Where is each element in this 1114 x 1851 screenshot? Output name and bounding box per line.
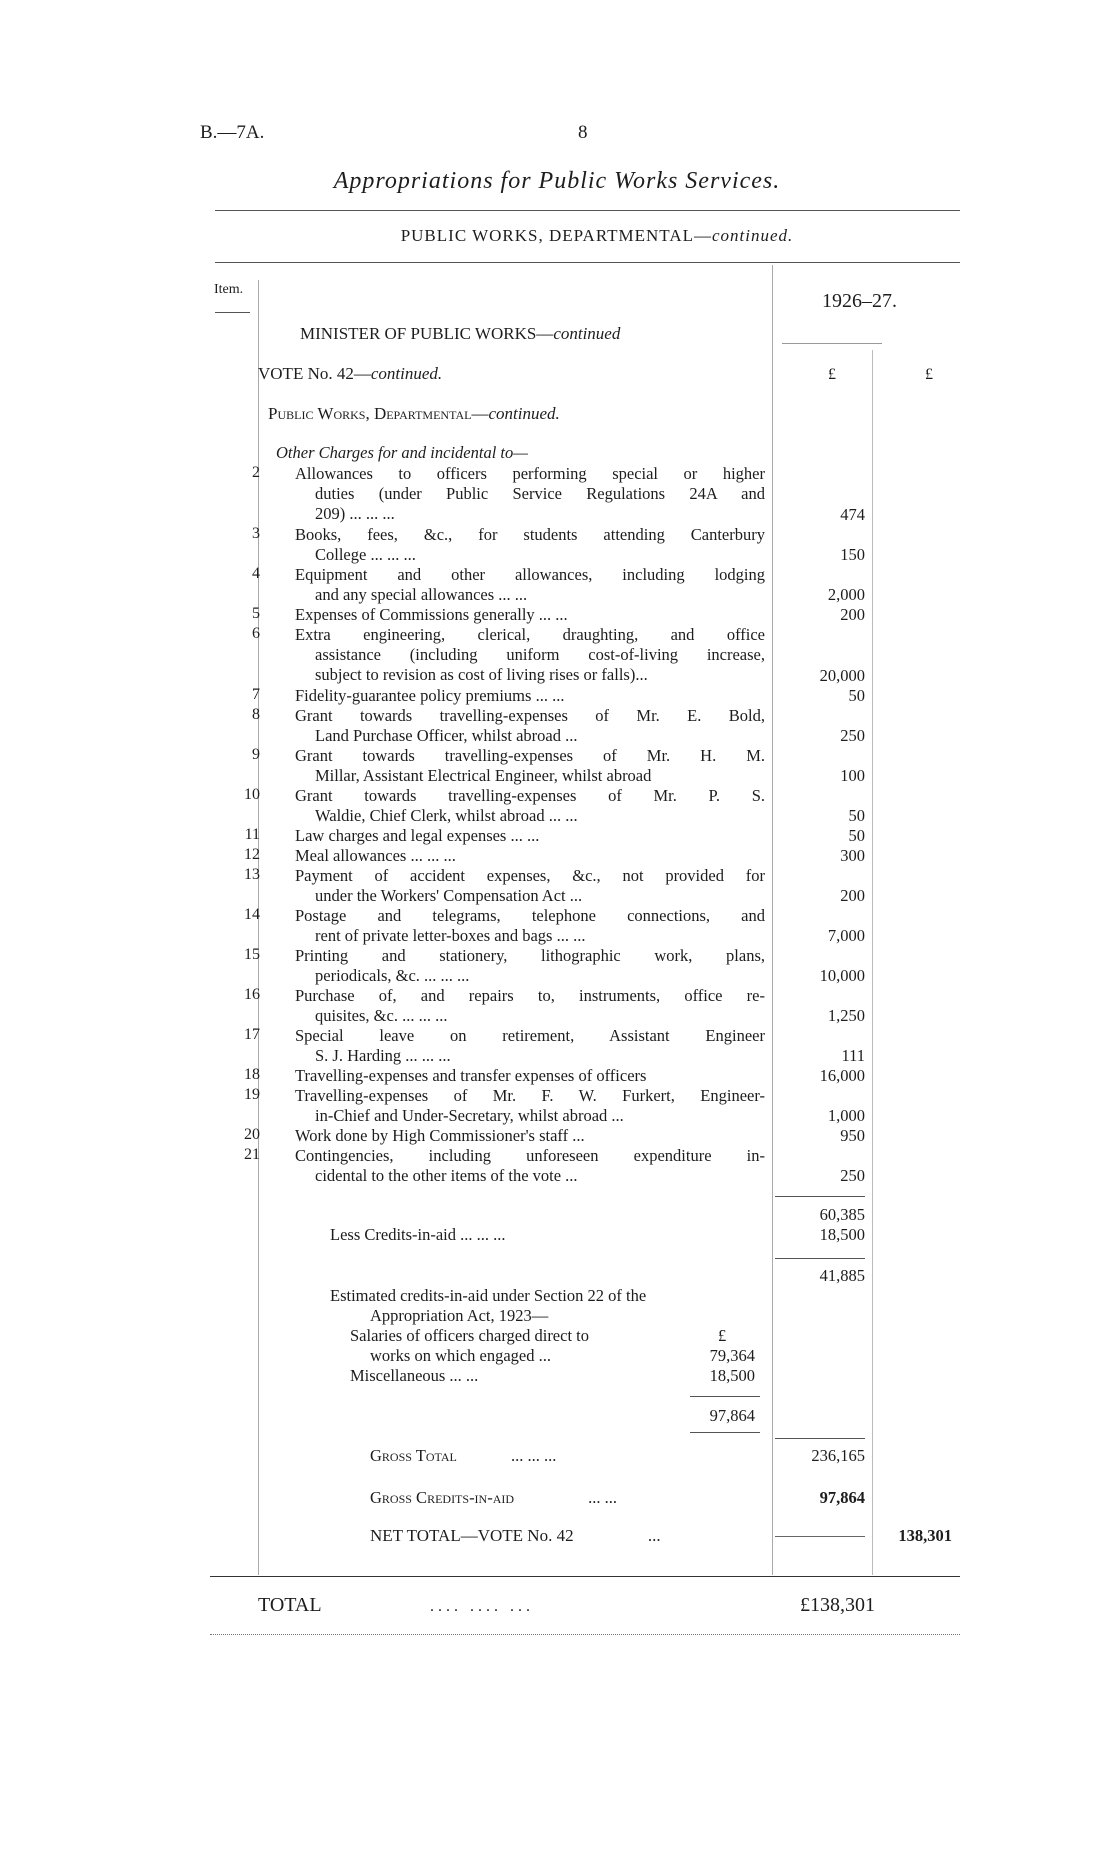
subtitle-main: PUBLIC WORKS, DEPARTMENTAL—: [400, 226, 712, 245]
item-description: [295, 1086, 765, 1126]
item-description: [295, 866, 765, 906]
item-description: [295, 565, 765, 605]
net-total-dots: ...: [647, 1526, 661, 1545]
item-description: [295, 786, 765, 826]
miscellaneous-label: Miscellaneous ... ...: [350, 1366, 479, 1385]
item-number: 6: [252, 625, 260, 642]
item-line: Millar, Assistant Electrical Engineer, whilst abroad: [315, 766, 652, 785]
item-amount: 50: [848, 686, 865, 705]
total-amount: £138,301: [800, 1594, 875, 1616]
item-line: S. J. Harding ... ... ...: [315, 1046, 451, 1065]
item-number: 18: [244, 1066, 260, 1083]
item-amount: 200: [840, 886, 865, 905]
document-code: B.—7A.: [200, 122, 265, 143]
gross-credits-label: Gross Credits-in-aid: [370, 1488, 515, 1507]
item-line: Grant towards travelling-expenses of Mr. E. Bold,: [295, 706, 765, 725]
item-description: [295, 686, 765, 706]
section-cont: continued.: [488, 404, 560, 423]
estimated-line-2: Appropriation Act, 1923—: [370, 1306, 549, 1325]
item-line: periodicals, &c. ... ... ...: [315, 966, 470, 985]
item-number: 2: [252, 464, 260, 481]
salaries-line-2: works on which engaged ...: [370, 1346, 552, 1365]
item-number: 19: [244, 1086, 260, 1103]
item-number: 16: [244, 986, 260, 1003]
item-description: [295, 906, 765, 946]
item-line: Contingencies, including unforeseen expenditure in-: [295, 1146, 765, 1165]
item-amount: 111: [841, 1046, 865, 1065]
item-line: Land Purchase Officer, whilst abroad ...: [315, 726, 578, 745]
item-number: 14: [244, 906, 260, 923]
item-line: Waldie, Chief Clerk, whilst abroad ... ...: [315, 806, 578, 825]
section-subtitle: [0, 226, 1114, 246]
item-line: Grant towards travelling-expenses of Mr. H. M.: [295, 746, 765, 765]
year-column-header: 1926–27.: [822, 290, 897, 312]
item-description: [295, 1066, 765, 1086]
item-number: 20: [244, 1126, 260, 1143]
miscellaneous-amount: 18,500: [709, 1366, 755, 1385]
gross-total-dots: ... ... ...: [511, 1446, 557, 1465]
total-column-rule: [872, 350, 873, 1575]
item-line: assistance (including uniform cost-of-living increase,: [315, 645, 765, 664]
total-label: TOTAL: [258, 1594, 322, 1616]
net-after-credits-amount: 41,885: [819, 1266, 865, 1285]
less-credits-amount: 18,500: [819, 1225, 865, 1244]
item-number: 7: [252, 686, 260, 703]
item-number: 11: [244, 826, 260, 843]
less-credits-label: Less Credits-in-aid ... ... ...: [330, 1225, 506, 1244]
item-number: 5: [252, 605, 260, 622]
item-line: Allowances to officers performing special or higher: [295, 464, 765, 483]
item-description: [295, 746, 765, 786]
pound-sign-1: £: [828, 366, 836, 383]
item-amount: 150: [840, 545, 865, 564]
subtitle-cont: continued.: [712, 226, 794, 245]
item-number: 13: [244, 866, 260, 883]
item-amount: 100: [840, 766, 865, 785]
item-description: [295, 846, 765, 866]
item-line: Special leave on retirement, Assistant Engineer: [295, 1026, 765, 1045]
net-after-credits-rule: [775, 1258, 865, 1259]
item-number: 3: [252, 525, 260, 542]
item-description: [295, 1126, 765, 1146]
item-line: Law charges and legal expenses ... ...: [295, 826, 540, 845]
item-line: rent of private letter-boxes and bags ... ...: [315, 926, 586, 945]
gross-credits-amount: 97,864: [819, 1488, 865, 1507]
estimated-total-underline: [690, 1432, 760, 1433]
item-line: Extra engineering, clerical, draughting, and office: [295, 625, 765, 644]
net-total-row: [370, 1526, 661, 1546]
item-description: [295, 605, 765, 625]
page-number: 8: [578, 122, 588, 143]
item-line: Fidelity-guarantee policy premiums ... ...: [295, 686, 565, 705]
item-number: 17: [244, 1026, 260, 1043]
net-total-amount: 138,301: [898, 1526, 952, 1545]
amount-column-rule: [772, 265, 773, 1575]
other-charges-heading: Other Charges for and incidental to—: [276, 443, 528, 462]
item-column-header: Item.: [214, 282, 244, 297]
item-line: subject to revision as cost of living rises or falls)...: [315, 665, 648, 684]
minister-main: MINISTER OF PUBLIC WORKS—: [300, 324, 554, 343]
item-description: [295, 826, 765, 846]
item-amount: 950: [840, 1126, 865, 1145]
vote-cont: continued.: [370, 364, 443, 383]
vote-main: VOTE No. 42—: [258, 364, 371, 383]
total-bottom-rule: [210, 1634, 960, 1635]
gross-total-amount: 236,165: [811, 1446, 865, 1465]
estimated-line-1: Estimated credits-in-aid under Section 22 of the: [330, 1286, 647, 1305]
item-description: [295, 464, 765, 524]
item-line: under the Workers' Compensation Act ...: [315, 886, 583, 905]
item-amount: 16,000: [819, 1066, 865, 1085]
item-line: Meal allowances ... ... ...: [295, 846, 456, 865]
item-line: Travelling-expenses and transfer expenses of officers: [295, 1066, 647, 1085]
gross-total-row: [370, 1446, 556, 1466]
item-description: [295, 525, 765, 565]
item-number: 21: [244, 1146, 260, 1163]
pound-sign-2: £: [925, 366, 933, 383]
item-amount: 200: [840, 605, 865, 624]
item-line: cidental to the other items of the vote ...: [315, 1166, 578, 1185]
item-amount: 474: [840, 505, 865, 524]
minister-heading: [300, 324, 620, 344]
item-amount: 10,000: [819, 966, 865, 985]
item-line: Payment of accident expenses, &c., not provided for: [295, 866, 765, 885]
section-heading: [268, 404, 560, 424]
item-description: [295, 625, 765, 685]
item-line: quisites, &c. ... ... ...: [315, 1006, 448, 1025]
estimated-pound-sign: £: [718, 1326, 727, 1345]
gross-total-label: Gross Total: [370, 1446, 457, 1465]
section-main: Public Works, Departmental—: [268, 404, 489, 423]
item-line: Books, fees, &c., for students attending Canterbury: [295, 525, 765, 544]
item-line: 209) ... ... ...: [315, 504, 395, 523]
item-number: 8: [252, 706, 260, 723]
item-line: Work done by High Commissioner's staff ...: [295, 1126, 585, 1145]
item-line: College ... ... ...: [315, 545, 416, 564]
item-number: 12: [244, 846, 260, 863]
item-number: 4: [252, 565, 260, 582]
item-amount: 2,000: [827, 585, 865, 604]
item-line: Travelling-expenses of Mr. F. W. Furkert, Engineer-: [295, 1086, 765, 1105]
item-amount: 50: [848, 806, 865, 825]
total-top-rule: [210, 1576, 960, 1577]
vote-heading: [258, 364, 442, 384]
page-title: Appropriations for Public Works Services.: [333, 168, 781, 194]
item-amount: 250: [840, 726, 865, 745]
item-description: [295, 706, 765, 746]
item-line: duties (under Public Service Regulations 24A and: [315, 484, 765, 503]
item-header-rule: [215, 312, 250, 313]
item-line: Purchase of, and repairs to, instruments, office re-: [295, 986, 765, 1005]
item-description: [295, 986, 765, 1026]
item-line: and any special allowances ... ...: [315, 585, 528, 604]
minister-cont: continued: [553, 324, 621, 343]
net-total-label: NET TOTAL—VOTE No. 42: [370, 1526, 574, 1545]
item-amount: 50: [848, 826, 865, 845]
subtitle-rule: [215, 262, 960, 263]
item-amount: 1,000: [827, 1106, 865, 1125]
item-description: [295, 946, 765, 986]
total-dots: .... .... ...: [430, 1598, 534, 1615]
gross-total-rule: [775, 1438, 865, 1439]
item-number: 10: [244, 786, 260, 803]
net-total-dash: [775, 1536, 865, 1537]
subtotal-amount: 60,385: [819, 1205, 865, 1224]
gross-credits-dots: ... ...: [588, 1488, 618, 1507]
item-amount: 1,250: [827, 1006, 865, 1025]
gross-credits-row: [370, 1488, 617, 1508]
item-amount: 300: [840, 846, 865, 865]
item-line: Expenses of Commissions generally ... ...: [295, 605, 568, 624]
title-rule: [215, 210, 960, 211]
salaries-line-1: Salaries of officers charged direct to: [350, 1326, 590, 1345]
item-line: in-Chief and Under-Secretary, whilst abroad ...: [315, 1106, 624, 1125]
item-amount: 250: [840, 1166, 865, 1185]
item-line: Postage and telegrams, telephone connections, and: [295, 906, 765, 925]
subtotal-rule: [775, 1196, 865, 1197]
item-number: 15: [244, 946, 260, 963]
item-line: Printing and stationery, lithographic work, plans,: [295, 946, 765, 965]
year-header-rule: [782, 343, 882, 344]
item-number: 9: [252, 746, 260, 763]
item-amount: 20,000: [819, 666, 865, 685]
item-amount: 7,000: [827, 926, 865, 945]
item-line: Grant towards travelling-expenses of Mr. P. S.: [295, 786, 765, 805]
item-description: [295, 1026, 765, 1066]
salaries-amount: 79,364: [709, 1346, 755, 1365]
estimated-total: 97,864: [709, 1406, 755, 1425]
estimated-total-rule: [690, 1396, 760, 1397]
item-line: Equipment and other allowances, including lodging: [295, 565, 765, 584]
item-description: [295, 1146, 765, 1186]
